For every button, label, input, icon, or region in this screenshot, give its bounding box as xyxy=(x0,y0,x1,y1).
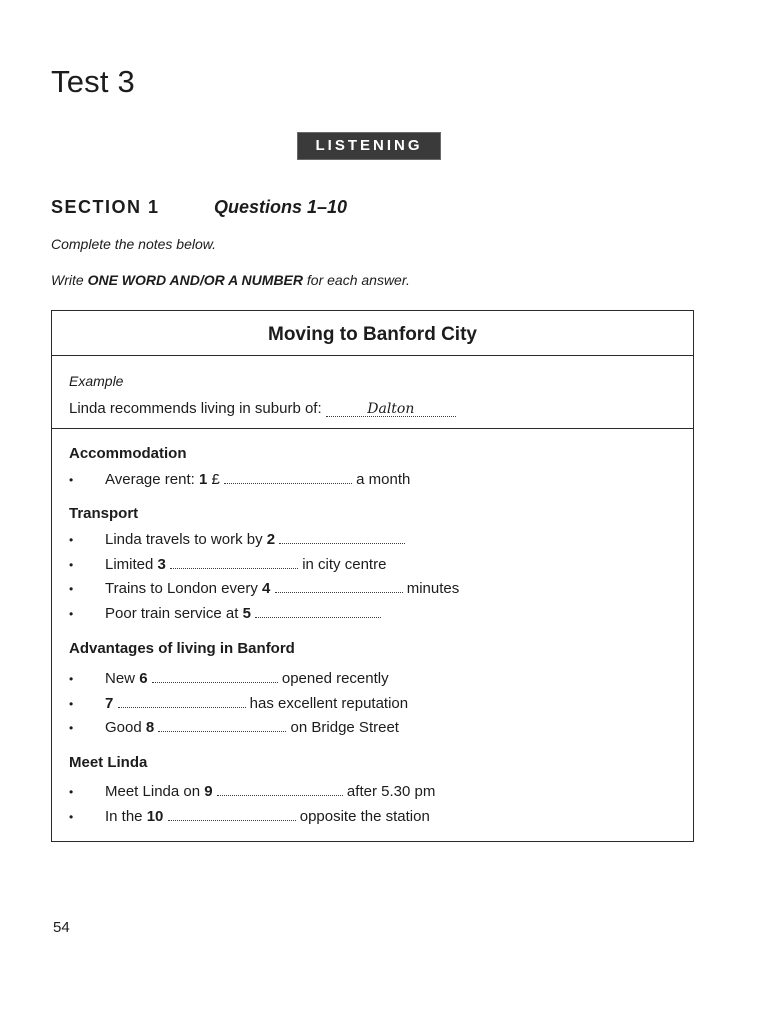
question-6-line xyxy=(69,668,389,687)
q8-number: 8 xyxy=(145,719,155,736)
instruction-word-limit-bold: ONE WORD AND/OR A NUMBER xyxy=(87,272,303,288)
section-label: SECTION 1 xyxy=(51,197,160,217)
q1-number: 1 xyxy=(198,471,208,488)
q5-before: Poor train service at xyxy=(105,605,243,622)
q7-after: has excellent reputation xyxy=(245,695,409,712)
q7-number: 7 xyxy=(105,695,114,712)
q9-before: Meet Linda on xyxy=(105,783,205,800)
question-5-line xyxy=(69,603,381,622)
q4-after: minutes xyxy=(402,580,460,597)
listening-banner: LISTENING xyxy=(298,133,440,159)
q1-before: Average rent: xyxy=(105,471,199,488)
instruction-prefix: Write xyxy=(51,272,88,288)
instruction-word-limit xyxy=(51,272,410,288)
question-7-line xyxy=(69,693,408,712)
bullet-icon: • xyxy=(69,473,74,487)
answer-blank-2[interactable] xyxy=(279,529,405,544)
notes-box xyxy=(51,310,694,842)
heading-meet-linda: Meet Linda xyxy=(69,754,148,771)
q3-after: in city centre xyxy=(298,556,387,573)
answer-blank-1[interactable] xyxy=(224,469,352,484)
q9-number: 9 xyxy=(204,783,213,800)
q6-after: opened recently xyxy=(277,670,389,687)
q1-after: a month xyxy=(351,471,411,488)
answer-blank-4[interactable] xyxy=(275,578,403,593)
bullet-icon: • xyxy=(69,672,74,686)
bullet-icon: • xyxy=(69,582,74,596)
example-line xyxy=(69,400,456,417)
q10-after: opposite the station xyxy=(295,808,430,825)
questions-range: Questions 1–10 xyxy=(214,197,348,217)
question-3-line xyxy=(69,554,386,573)
answer-blank-10[interactable] xyxy=(168,806,296,821)
q6-before: New xyxy=(105,670,140,687)
q4-number: 4 xyxy=(262,580,271,597)
example-answer: Dalton xyxy=(326,402,456,417)
q9-after: after 5.30 pm xyxy=(342,783,436,800)
bullet-icon: • xyxy=(69,810,74,824)
question-9-line xyxy=(69,781,435,800)
question-2-line xyxy=(69,529,405,548)
bullet-icon: • xyxy=(69,721,74,735)
q3-number: 3 xyxy=(157,556,166,573)
notes-title: Moving to Banford City xyxy=(52,311,693,356)
instruction-complete-notes: Complete the notes below. xyxy=(51,236,216,252)
q1-currency: £ xyxy=(207,471,220,488)
answer-blank-8[interactable] xyxy=(158,717,286,732)
heading-transport: Transport xyxy=(69,505,139,522)
q5-number: 5 xyxy=(242,605,251,622)
answer-blank-7[interactable] xyxy=(118,693,246,708)
instruction-suffix: for each answer. xyxy=(303,272,410,288)
q8-after: on Bridge Street xyxy=(286,719,399,736)
example-text: Linda recommends living in suburb of: xyxy=(69,400,322,417)
bullet-icon: • xyxy=(69,785,74,799)
answer-blank-9[interactable] xyxy=(217,781,343,796)
question-8-line xyxy=(69,717,399,736)
example-area xyxy=(52,356,693,429)
bullet-icon: • xyxy=(69,558,74,572)
question-10-line xyxy=(69,806,430,825)
heading-advantages: Advantages of living in Banford xyxy=(69,640,295,657)
page-title: Test 3 xyxy=(51,64,135,99)
answer-blank-5[interactable] xyxy=(255,603,381,618)
q10-before: In the xyxy=(105,808,147,825)
bullet-icon: • xyxy=(69,607,74,621)
q4-before: Trains to London every xyxy=(105,580,263,597)
question-4-line xyxy=(69,578,459,597)
q10-number: 10 xyxy=(146,808,164,825)
answer-blank-6[interactable] xyxy=(152,668,278,683)
q2-before: Linda travels to work by xyxy=(105,531,267,548)
section-header xyxy=(51,197,551,221)
bullet-icon: • xyxy=(69,697,74,711)
q6-number: 6 xyxy=(139,670,148,687)
example-label: Example xyxy=(69,373,124,389)
page-number: 54 xyxy=(53,919,70,936)
question-1-line xyxy=(69,469,410,488)
heading-accommodation: Accommodation xyxy=(69,445,187,462)
bullet-icon: • xyxy=(69,533,74,547)
q3-before: Limited xyxy=(105,556,158,573)
answer-blank-3[interactable] xyxy=(170,554,298,569)
q8-before: Good xyxy=(105,719,146,736)
q2-number: 2 xyxy=(266,531,276,548)
